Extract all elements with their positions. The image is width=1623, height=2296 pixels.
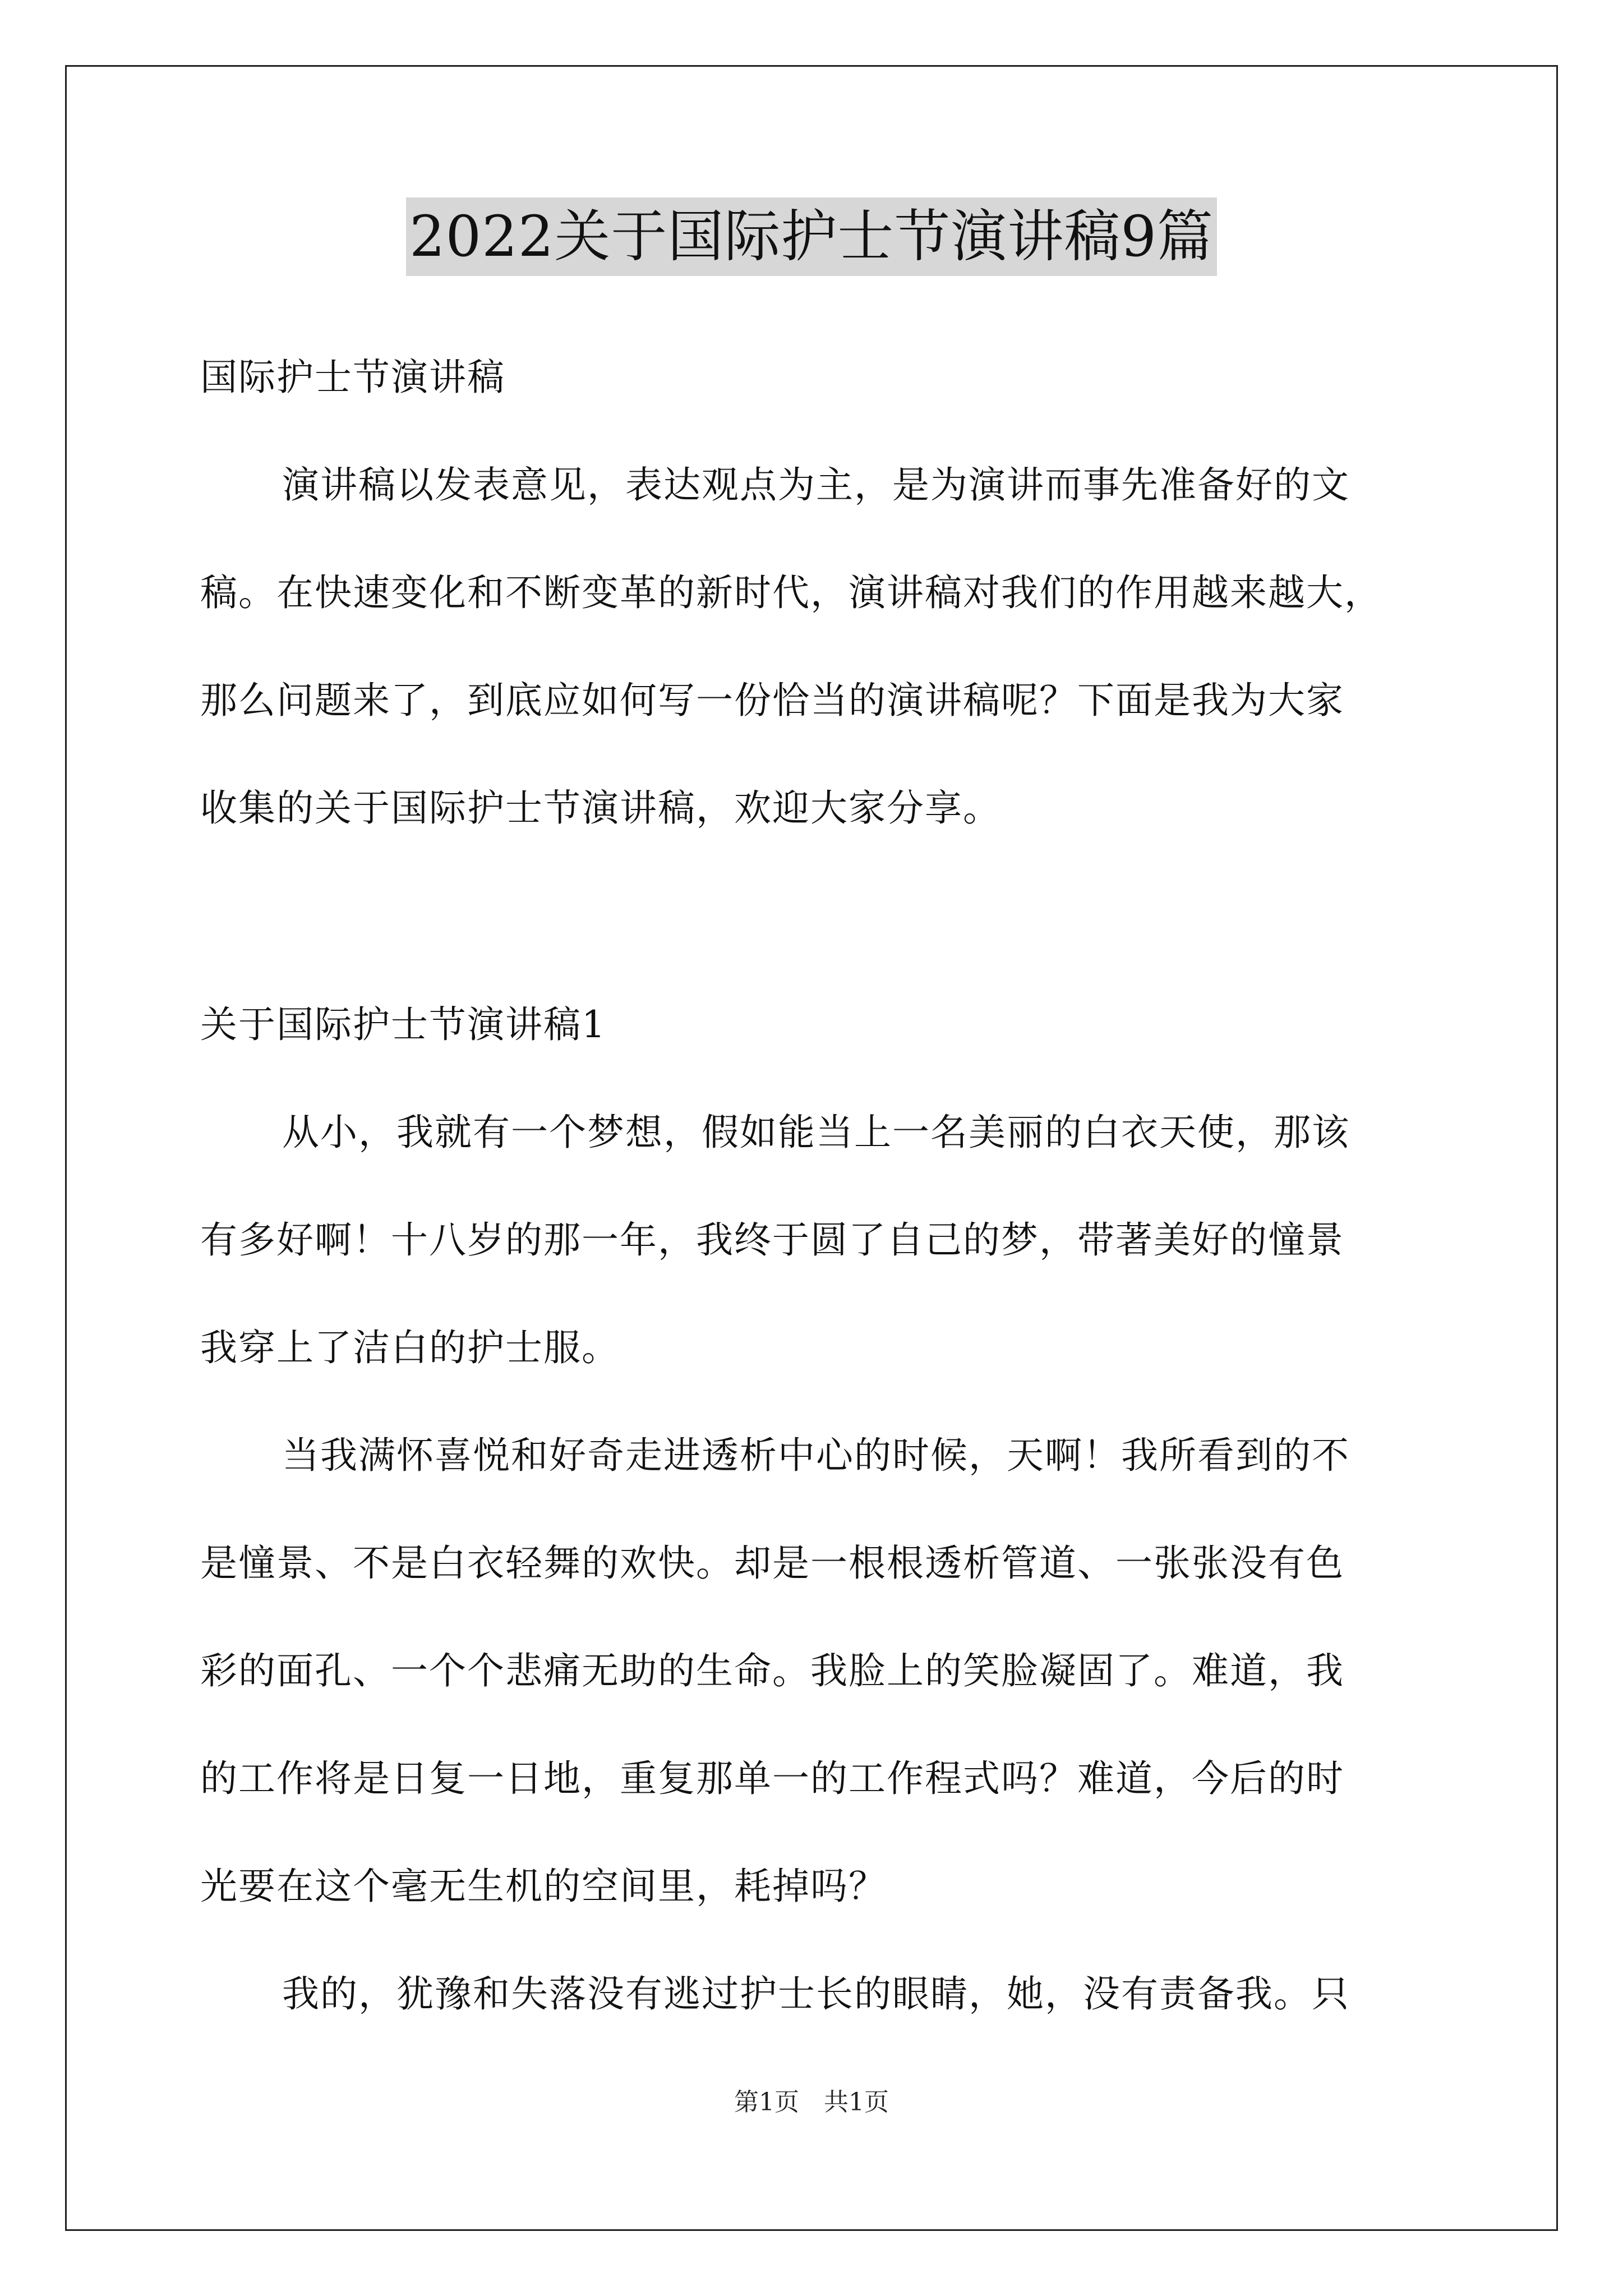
- paragraph-line: 我穿上了洁白的护士服。: [200, 1326, 620, 1369]
- paragraph-line: 有多好啊！十八岁的那一年，我终于圆了自己的梦，带著美好的憧景: [200, 1218, 1344, 1262]
- paragraph-line: 从小，我就有一个梦想，假如能当上一名美丽的白衣天使，那该: [282, 1111, 1350, 1154]
- paragraph-line: 稿。在快速变化和不断变革的新时代，演讲稿对我们的作用越来越大，: [200, 571, 1382, 614]
- paragraph-line: 光要在这个毫无生机的空间里，耗掉吗？: [200, 1865, 887, 1908]
- paragraph-line: 的工作将是日复一日地，重复那单一的工作程式吗？难道，今后的时: [200, 1757, 1344, 1800]
- paragraph-line: 收集的关于国际护士节演讲稿，欢迎大家分享。: [200, 786, 1001, 830]
- title-container: [0, 197, 1623, 276]
- section-heading-1: 关于国际护士节演讲稿1: [200, 1003, 606, 1046]
- page-footer: 第1页 共1页: [734, 2088, 889, 2116]
- paragraph-line: 彩的面孔、一个个悲痛无助的生命。我脸上的笑脸凝固了。难道，我: [200, 1649, 1344, 1692]
- paragraph-line: 那么问题来了，到底应如何写一份恰当的演讲稿呢？下面是我为大家: [200, 679, 1344, 722]
- paragraph-line: 当我满怀喜悦和好奇走进透析中心的时候，天啊！我所看到的不: [282, 1434, 1350, 1477]
- section-heading-intro: 国际护士节演讲稿: [200, 356, 505, 399]
- document-title: 2022关于国际护士节演讲稿9篇: [406, 197, 1217, 276]
- paragraph-line: 我的，犹豫和失落没有逃过护士长的眼睛，她，没有责备我。只: [282, 1972, 1350, 2016]
- paragraph-line: 演讲稿以发表意见，表达观点为主，是为演讲而事先准备好的文: [282, 463, 1350, 507]
- paragraph-line: 是憧景、不是白衣轻舞的欢快。却是一根根透析管道、一张张没有色: [200, 1542, 1344, 1585]
